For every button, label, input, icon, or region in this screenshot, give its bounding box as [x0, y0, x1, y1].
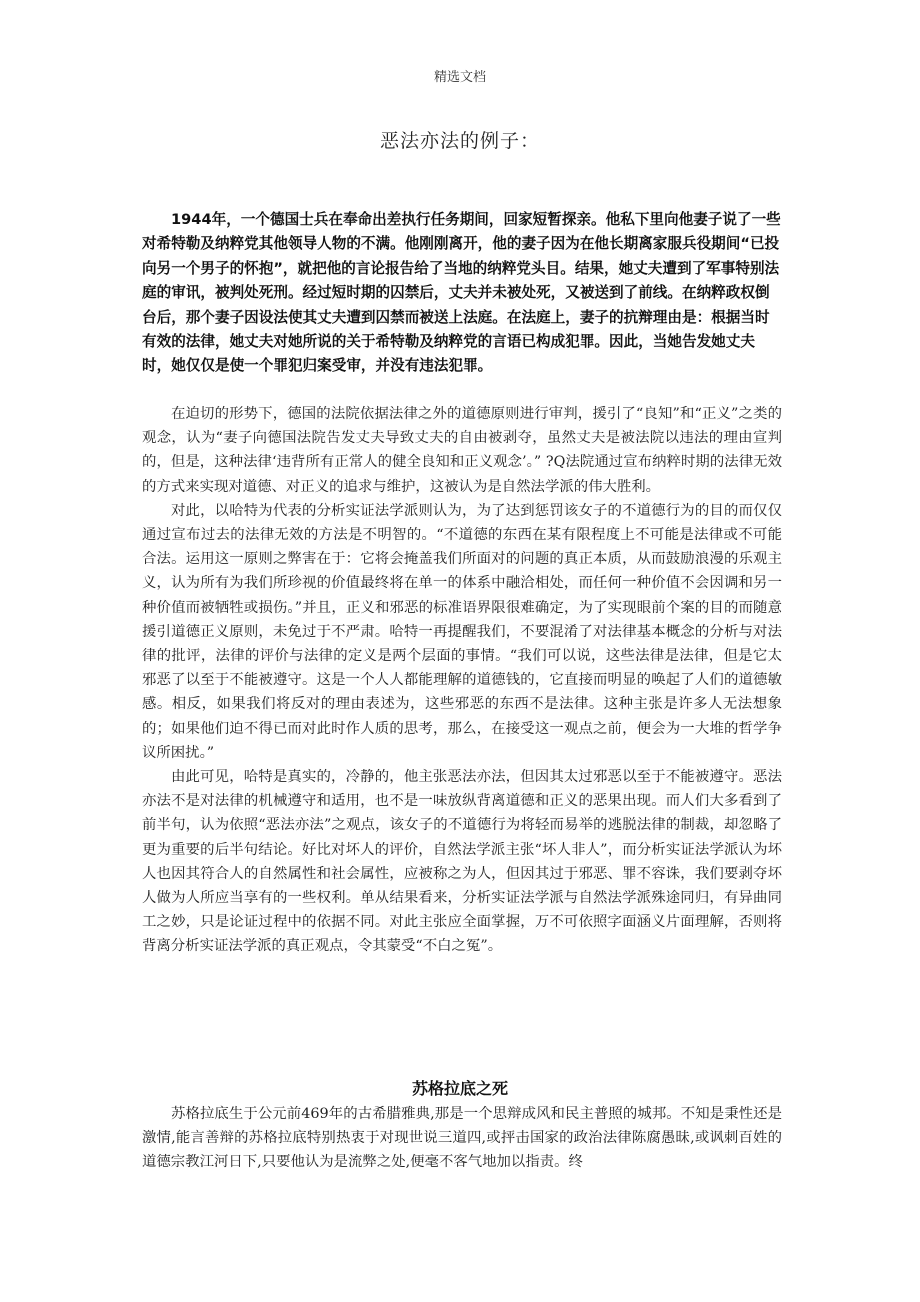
intro-bold-paragraph: 1944年，一个德国士兵在奉命出差执行任务期间，回家短暂探亲。他私下里向他妻子说了一些对希特勒及纳粹党其他领导人物的不满。他刚刚离开，他的妻子因为在他长期离家服兵役期间“已投向另一个男子的怀抱”，就把他的言论报告给了当地的纳粹党头目。结果，她丈夫遭到了军事特别法庭的审讯，被判处死刑。经过短时期的囚禁后，丈夫并未被处死，又被送到了前线。在纳粹政权倒台后，那个妻子因设法使其丈夫遭到囚禁而被送上法庭。在法庭上，妻子的抗辩理由是：根据当时有效的法律，她丈夫对她所说的关于希特勒及纳粹党的言语已构成犯罪。因此，当她告发她丈夫时，她仅仅是使一个罪犯归案受审，并没有违法犯罪。	[142, 211, 781, 375]
paragraph-conclusion: 由此可见，哈特是真实的，冷静的，他主张恶法亦法，但因其太过邪恶以至于不能被遵守。恶法亦法不是对法律的机械遵守和适用，也不是一味放纵背离道德和正义的恶果出现。而人们大多看到了前半句，认为依照“恶法亦法”之观点，该女子的不道德行为将轻而易举的逃脱法律的制裁，却忽略了更为重要的后半句结论。好比对坏人的评价，自然法学派主张“坏人非人”，而分析实证法学派认为坏人也因其符合人的自然属性和社会属性，应被称之为人，但因其过于邪恶、罪不容诛，我们要剥夺坏人做为人所应当享有的一些权利。单从结果看来，分析实证法学派与自然法学派殊途同归，有异曲同工之妙，只是论证过程中的依据不同。对此主张应全面掌握，万不可依照字面涵义片面理解，否则将背离分析实证法学派的真正观点，令其蒙受“不白之冤”。	[142, 769, 782, 955]
section-heading: 苏格拉底之死	[411, 1079, 508, 1098]
paragraph-hart-view: 对此，以哈特为代表的分析实证法学派则认为，为了达到惩罚该女子的不道德行为的目的而仅仅通过宣布过去的法律无效的方法是不明智的。“不道德的东西在某有限程度上不可能是法律或不可能合法。运用这一原则之弊害在于：它将会掩盖我们所面对的问题的真正本质，从而鼓励浪漫的乐观主义，认为所有为我们所珍视的价值最终将在单一的体系中融洽相处，而任何一种价值不会因调和另一种价值而被牺牲或损伤。”并且，正义和邪恶的标准语界限很难确定，为了实现眼前个案的目的而随意援引道德正义原则，未免过于不严肃。哈特一再提醒我们，不要混淆了对法律基本概念的分析与对法律的批评，法律的评价与法律的定义是两个层面的事情。“我们可以说，这些法律是法律，但是它太邪恶了以至于不能被遵守。这是一个人人都能理解的道德钱的，它直接而明显的唤起了人们的道德敏感。相反，如果我们将反对的理由表述为，这些邪恶的东西不是法律。这种主张是许多人无法想象的；如果他们迫不得已而对此时作人质的思考，那么，在接受这一观点之前，便会为一大堆的哲学争议所困扰。”	[142, 502, 782, 761]
document-title: 恶法亦法的例子：	[379, 130, 540, 152]
paragraph-natural-law: 在迫切的形势下，德国的法院依据法律之外的道德原则进行审判，援引了“良知”和“正义”之类的观念，认为“妻子向德国法院告发丈夫导致丈夫的自由被剥夺，虽然丈夫是被法院以违法的理由宣判的，但是，这种法律‘违背所有正常人的健全良知和正义观念’。” ?Q法院通过宣布纳粹时期的法律无效的方式来实现对道德、对正义的追求与维护，这被认为是自然法学派的伟大胜利。	[142, 406, 782, 495]
paragraph-socrates: 苏格拉底生于公元前469年的古希腊雅典,那是一个思辩成风和民主普照的城邦。不知是秉性还是激情,能言善辩的苏格拉底特别热衷于对现世说三道四,或抨击国家的政治法律陈腐愚昧,或讽刺百姓的道德宗教江河日下,只要他认为是流弊之处,便毫不客气地加以指责。终	[142, 1106, 782, 1171]
page-header-label: 精选文档	[433, 70, 486, 85]
socrates-section	[142, 1102, 782, 1175]
body-section	[142, 402, 782, 959]
